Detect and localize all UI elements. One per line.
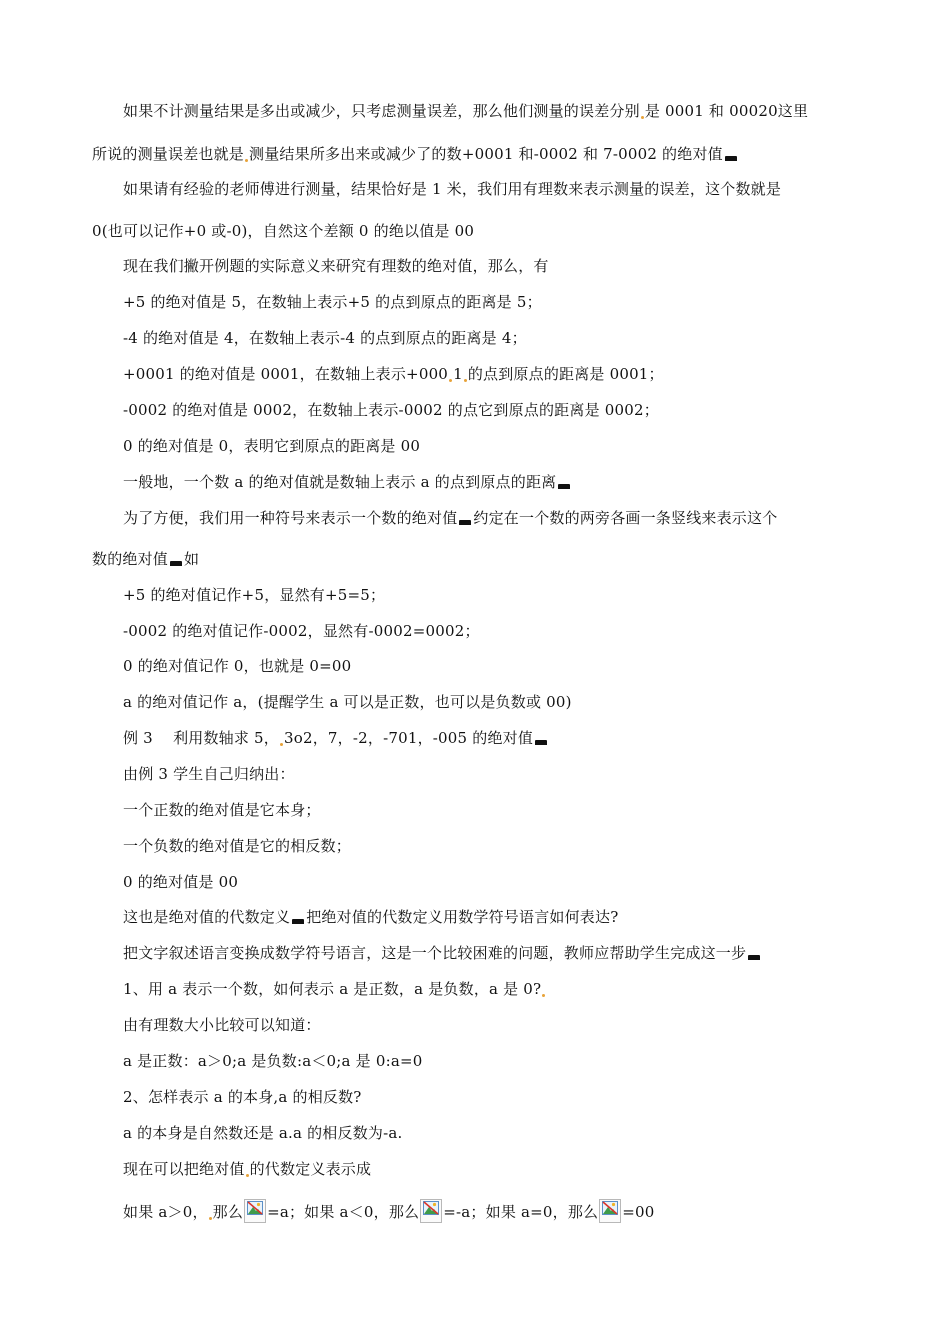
paragraph-line	[123, 872, 238, 892]
edit-mark-dot	[449, 379, 452, 382]
text-run: 如	[184, 550, 200, 568]
paragraph-line	[123, 1015, 321, 1035]
text-run: 2、怎样表示 a 的本身,a 的相反数?	[123, 1088, 362, 1106]
broken-image-icon	[599, 1199, 621, 1223]
paragraph-line	[123, 1123, 402, 1143]
text-run: 是 0001 和 00020这里	[644, 102, 809, 120]
paragraph-line	[123, 728, 549, 748]
edit-mark-dot	[209, 1217, 212, 1220]
paragraph-line	[123, 256, 549, 276]
text-run: 的代数定义表示成	[249, 1160, 372, 1178]
text-run: 0 的绝对值是 0，表明它到原点的距离是 00	[123, 437, 421, 455]
paragraph-line	[92, 221, 474, 241]
edit-mark-dot	[542, 994, 545, 997]
paragraph-line	[123, 764, 295, 784]
paragraph-line	[123, 1159, 371, 1179]
text-run: 这也是绝对值的代数定义	[123, 908, 291, 926]
text-run: 现在可以把绝对值	[123, 1160, 245, 1178]
paragraph-line	[123, 400, 659, 420]
paragraph-line	[123, 1051, 423, 1071]
paragraph-line	[123, 692, 572, 712]
paragraph-line	[123, 979, 546, 999]
paragraph-mark-icon	[170, 561, 182, 566]
text-run: 一般地，一个数 a 的绝对值就是数轴上表示 a 的点到原点的距离	[123, 473, 557, 491]
paragraph-line	[92, 549, 199, 569]
paragraph-line	[123, 621, 480, 641]
text-run: 如果请有经验的老师傅进行测量，结果恰好是 1 米，我们用有理数来表示测量的误差，这个数就是	[123, 180, 782, 198]
text-run: 1、用 a 表示一个数，如何表示 a 是正数，a 是负数，a 是 0?	[123, 980, 542, 998]
text-run: +0001 的绝对值是 0001，在数轴上表示+000	[123, 365, 449, 383]
text-run: 0 的绝对值记作 0，也就是 0=00	[123, 657, 352, 675]
text-run: =00	[622, 1203, 655, 1221]
text-run: -0002 的绝对值记作-0002，显然有-0002=0002；	[123, 622, 480, 640]
paragraph-line	[123, 1087, 362, 1107]
edit-mark-dot	[245, 159, 248, 162]
text-run: 把文字叙述语言变换成数学符号语言，这是一个比较困难的问题，教师应帮助学生完成这一步	[123, 944, 747, 962]
text-run: 那么	[212, 1203, 244, 1221]
paragraph-line	[123, 101, 808, 121]
paragraph-line	[123, 907, 618, 927]
broken-image-icon	[420, 1199, 442, 1223]
paragraph-line	[123, 436, 420, 456]
text-run: 测量结果所多出来或减少了的数+0001 和-0002 和 7-0002 的绝对值	[249, 145, 723, 163]
edit-mark-dot	[280, 743, 283, 746]
paragraph-line	[123, 585, 385, 605]
paragraph-line	[123, 943, 762, 963]
text-run: 3o2，7，-2，-701，-005 的绝对值	[284, 729, 534, 747]
edit-mark-dot	[246, 1174, 249, 1177]
paragraph-line	[123, 328, 527, 348]
paragraph-mark-icon	[725, 156, 737, 161]
paragraph-line	[123, 800, 321, 820]
paragraph-mark-icon	[748, 955, 760, 960]
text-run: 如果 a＞0，	[123, 1203, 208, 1221]
text-run: 1	[453, 365, 463, 383]
text-run: =-a；如果 a=0，那么	[443, 1203, 599, 1221]
text-run: 0 的绝对值是 00	[123, 873, 239, 891]
paragraph-line	[123, 364, 664, 384]
text-run: 约定在一个数的两旁各画一条竖线来表示这个	[473, 509, 778, 527]
edit-mark-dot	[464, 379, 467, 382]
paragraph-mark-icon	[558, 484, 570, 489]
text-run: a 的本身是自然数还是 a.a 的相反数为-a.	[123, 1124, 403, 1142]
text-run: 由例 3 学生自己归纳出：	[123, 765, 295, 783]
text-run: 把绝对值的代数定义用数学符号语言如何表达?	[306, 908, 619, 926]
broken-image-icon	[244, 1199, 266, 1223]
text-run: 的点到原点的距离是 0001；	[467, 365, 664, 383]
text-run: 如果不计测量结果是多出或减少，只考虑测量误差，那么他们测量的误差分别	[123, 102, 640, 120]
text-run: +5 的绝对值是 5，在数轴上表示+5 的点到原点的距离是 5；	[123, 293, 542, 311]
paragraph-mark-icon	[459, 520, 471, 525]
paragraph-line	[123, 1199, 655, 1223]
paragraph-line	[92, 144, 739, 164]
text-run: 现在我们撇开例题的实际意义来研究有理数的绝对值，那么，有	[123, 257, 549, 275]
edit-mark-dot	[641, 116, 644, 119]
text-run: 0(也可以记作+0 或-0)，自然这个差额 0 的绝以值是 00	[92, 222, 475, 240]
paragraph-line	[123, 179, 781, 199]
text-run: 一个正数的绝对值是它本身；	[123, 801, 321, 819]
paragraph-line	[123, 836, 351, 856]
paragraph-mark-icon	[292, 919, 304, 924]
text-run: -0002 的绝对值是 0002，在数轴上表示-0002 的点它到原点的距离是 0002；	[123, 401, 659, 419]
text-run: 一个负数的绝对值是它的相反数；	[123, 837, 352, 855]
paragraph-mark-icon	[535, 740, 547, 745]
text-run: 数的绝对值	[92, 550, 169, 568]
text-run: 为了方便，我们用一种符号来表示一个数的绝对值	[123, 509, 458, 527]
paragraph-line	[123, 472, 572, 492]
paragraph-line	[123, 656, 351, 676]
text-run: 所说的测量误差也就是	[92, 145, 245, 163]
text-run: +5 的绝对值记作+5，显然有+5=5；	[123, 586, 386, 604]
text-run: a 的绝对值记作 a，(提醒学生 a 可以是正数，也可以是负数或 00)	[123, 693, 572, 711]
text-run: =a；如果 a＜0，那么	[267, 1203, 420, 1221]
text-run: 由有理数大小比较可以知道：	[123, 1016, 321, 1034]
text-run: a 是正数：a＞0;a 是负数:a＜0;a 是 0:a=0	[123, 1052, 423, 1070]
text-run: -4 的绝对值是 4，在数轴上表示-4 的点到原点的距离是 4；	[123, 329, 527, 347]
paragraph-line	[123, 508, 777, 528]
paragraph-line	[123, 292, 542, 312]
text-run: 例 3 利用数轴求 5，	[123, 729, 279, 747]
